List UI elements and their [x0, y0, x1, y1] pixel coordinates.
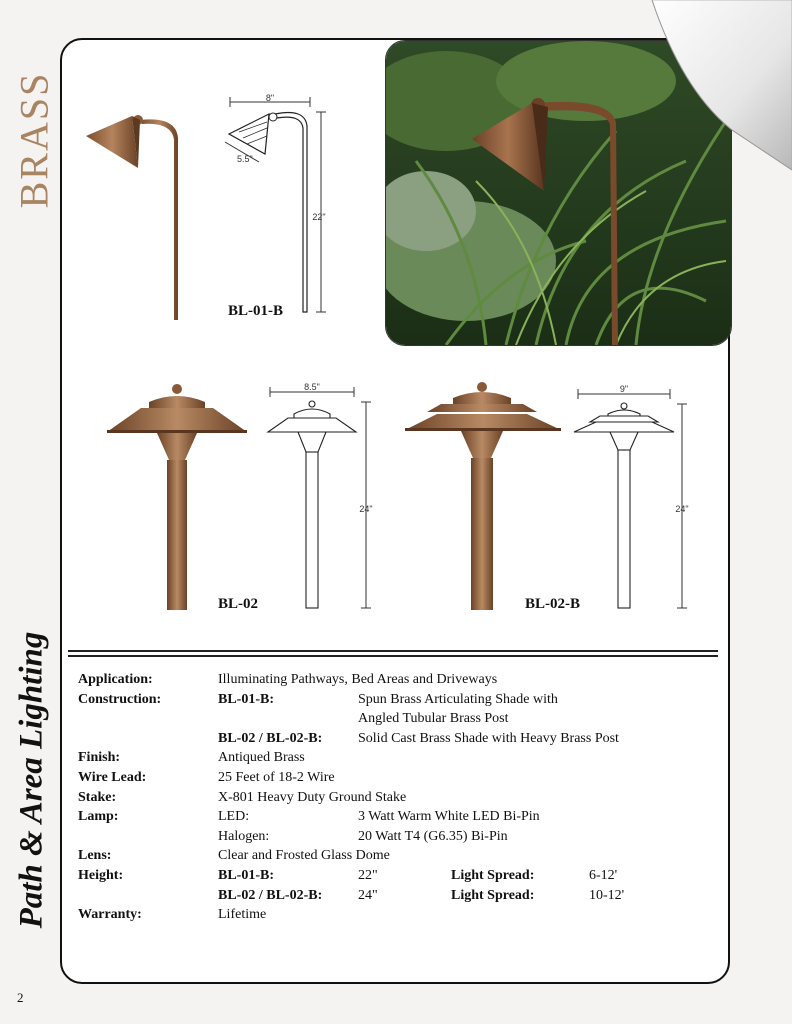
- spec-finish: Finish: Antiqued Brass: [78, 750, 305, 766]
- spec-wire-lead: Wire Lead: 25 Feet of 18-2 Wire: [78, 769, 335, 785]
- spec-construction: Construction: BL-01-B: Spun Brass Articulating Shade with: [78, 691, 558, 707]
- bl-01-b-width-dim: 8": [265, 93, 275, 103]
- bl-02-height-dim: 24": [359, 504, 373, 514]
- page-curl-icon: [612, 0, 792, 180]
- bl-01-b-label: BL-01-B: [228, 303, 284, 319]
- bl-01-b-shade-dim: 5.5": [237, 154, 253, 164]
- bl-02-b-diagram: [570, 382, 700, 614]
- divider-top: [68, 650, 718, 652]
- spec-lamp-halogen: Halogen: 20 Watt T4 (G6.35) Bi-Pin: [218, 828, 508, 844]
- bl-01-b-product-image: [80, 108, 190, 323]
- spec-height: Height: BL-01-B: 22" Light Spread: 6-12': [78, 867, 618, 883]
- bl-02-product-image: [105, 380, 250, 612]
- bl-02-b-label: BL-02-B: [525, 596, 581, 612]
- category-title: BRASS: [11, 71, 57, 209]
- spec-construction-cont: Angled Tubular Brass Post: [358, 711, 509, 727]
- bl-01-b-diagram: [215, 92, 335, 322]
- spec-application: Application: Illuminating Pathways, Bed Areas and Driveways: [78, 672, 498, 687]
- specifications: [78, 670, 698, 925]
- spec-lens: Lens: Clear and Frosted Glass Dome: [78, 848, 390, 864]
- page-number: 2: [17, 990, 24, 1005]
- bl-02-b-width-dim: 9": [619, 384, 629, 394]
- bl-02-label: BL-02: [218, 596, 259, 612]
- bl-01-b-height-dim: 22": [312, 212, 326, 222]
- spec-lamp: Lamp: LED: 3 Watt Warm White LED Bi-Pin: [78, 809, 540, 825]
- bl-02-diagram: [262, 380, 382, 612]
- spec-warranty: Warranty: Lifetime: [78, 907, 267, 923]
- bl-02-b-height-dim: 24": [675, 504, 689, 514]
- spec-stake: Stake: X-801 Heavy Duty Ground Stake: [78, 789, 407, 805]
- spec-construction-2: BL-02 / BL-02-B: Solid Cast Brass Shade with Heavy Brass Post: [218, 730, 619, 746]
- bl-02-b-product-image: [403, 378, 563, 612]
- section-title: Path & Area Lighting: [13, 631, 50, 929]
- spec-height-2: BL-02 / BL-02-B: 24" Light Spread: 10-12': [218, 887, 625, 903]
- divider-bottom: [68, 655, 718, 657]
- bl-02-width-dim: 8.5": [304, 382, 320, 392]
